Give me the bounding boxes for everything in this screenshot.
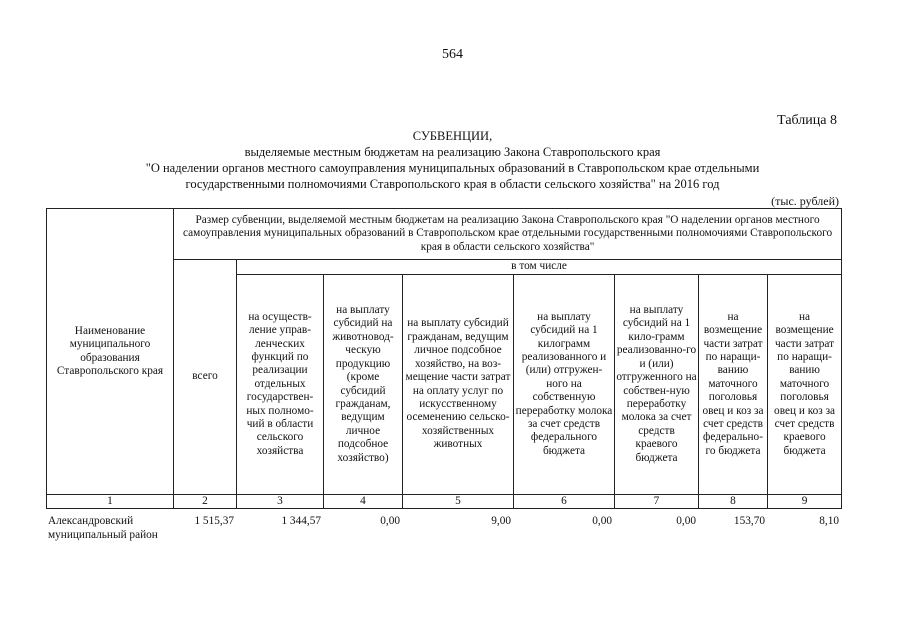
document-title [60, 128, 845, 192]
header-sub-4: на выплату субсидий на 1 килограмм реализованного и (или) отгружен-ного на собственную переработку молока за счет средств федерального бюджета [514, 275, 615, 495]
header-municipality: Наименование муниципального образования Ставропольского края [47, 209, 174, 495]
header-sub-3: на выплату субсидий гражданам, ведущим личное подсобное хозяйство, на воз-мещение части затрат на оплату услуг по искусственному осеменению сельско-хозяйственных животных [403, 275, 514, 495]
column-number: 3 [237, 495, 324, 509]
value-col-4: 0,00 [380, 515, 400, 527]
value-total: 1 515,37 [194, 515, 234, 527]
units-label: (тыс. рублей) [771, 194, 839, 208]
value-col-9: 8,10 [819, 515, 839, 527]
value-col-5: 9,00 [491, 515, 511, 527]
table-row [46, 514, 841, 542]
municipality-name: Александровский муниципальный район [48, 515, 158, 541]
value-col-7: 0,00 [676, 515, 696, 527]
table-label: Таблица 8 [777, 113, 837, 128]
column-number: 2 [174, 495, 237, 509]
header-span-title: Размер субвенции, выделяемой местным бюджетам на реализацию Закона Ставропольского края "О наделении органов местного самоуправления муниципальных образований в Ставропольском крае отдельными государственными полномочиями Ставропольского края в области сельского хозяйства" [174, 209, 842, 260]
column-number: 4 [324, 495, 403, 509]
header-including: в том числе [237, 260, 842, 275]
column-number: 9 [768, 495, 842, 509]
header-sub-5: на выплату субсидий на 1 кило-грамм реализованно-го и (или) отгруженного на собствен-ную переработку молока за счет средств краевого бюджета [615, 275, 699, 495]
header-sub-7: на возмещение части затрат по наращи-ванию маточного поголовья овец и коз за счет средств краевого бюджета [768, 275, 842, 495]
value-col-3: 1 344,57 [281, 515, 321, 527]
column-number: 7 [615, 495, 699, 509]
value-col-8: 153,70 [733, 515, 765, 527]
column-number: 1 [47, 495, 174, 509]
column-number: 5 [403, 495, 514, 509]
header-sub-6: на возмещение части затрат по наращи-ванию маточного поголовья овец и коз за счет средств федерально-го бюджета [699, 275, 768, 495]
header-sub-1: на осуществ-ление управ-ленческих функций по реализации отдельных государствен-ных полномо-чий в области сельского хозяйства [237, 275, 324, 495]
column-number: 8 [699, 495, 768, 509]
title-line-1: СУБВЕНЦИИ, [412, 129, 493, 143]
title-line-2: выделяемые местным бюджетам на реализацию Закона Ставропольского края [244, 145, 661, 159]
title-line-3: "О наделении органов местного самоуправления муниципальных образований в Ставропольском крае отдельными [145, 161, 760, 175]
column-number: 6 [514, 495, 615, 509]
subventions-table-header [46, 208, 842, 509]
header-sub-2: на выплату субсидий на животновод-ческую продукцию (кроме субсидий гражданам, ведущим личное подсобное хозяйство) [324, 275, 403, 495]
value-col-6: 0,00 [592, 515, 612, 527]
header-total: всего [174, 260, 237, 495]
title-line-4: государственными полномочиями Ставропольского края в области сельского хозяйства" на 2016 год [185, 177, 720, 191]
subventions-table-body [46, 514, 841, 542]
page-number: 564 [442, 47, 463, 62]
